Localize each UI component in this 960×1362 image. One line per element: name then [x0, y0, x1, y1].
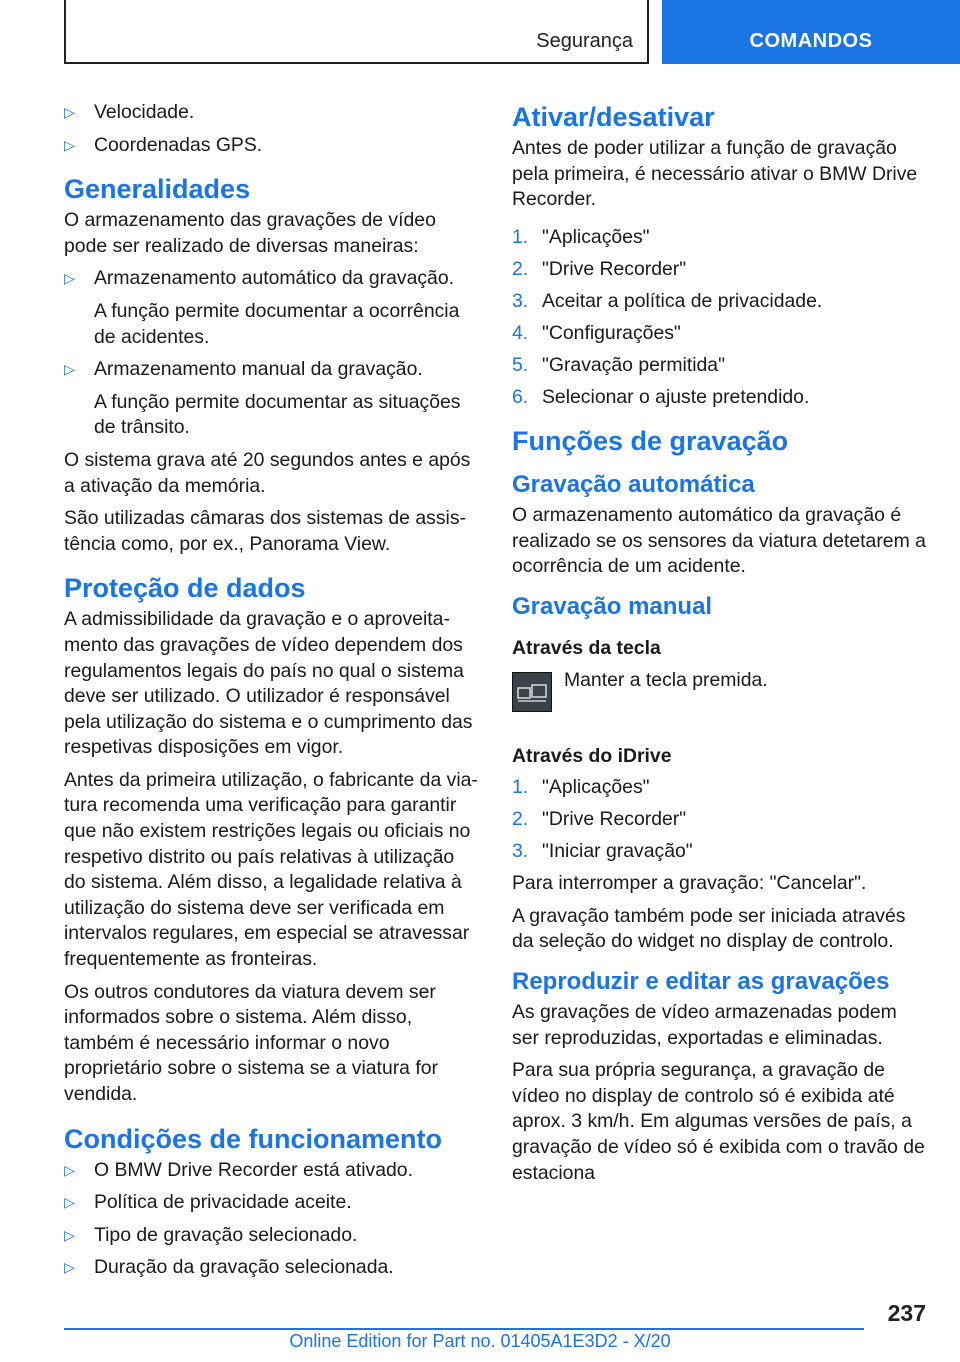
paragraph: São utilizadas câmaras dos sistemas de assistência como, por ex., Panorama View. — [64, 507, 466, 555]
activate-steps — [512, 225, 928, 411]
list-item: ▷ Política de privacidade aceite. — [64, 1190, 480, 1216]
triangle-bullet-icon: ▷ — [64, 104, 75, 120]
list-item: ▷ Duração da gravação selecionada. — [64, 1255, 480, 1281]
paragraph: Os outros condutores da viatura devem ser informados sobre o sistema. Além disso, também é necessário informar o novo proprietário sobre o sistema se a viatura for vendida. — [64, 980, 438, 1105]
heading-generalidades: Generalidades — [64, 174, 251, 205]
list-item: ▷ Velocidade. — [64, 100, 480, 126]
recorder-key-icon — [512, 672, 552, 712]
header-section-tab — [64, 0, 649, 64]
list-item: 6. Selecionar o ajuste pretendido. — [512, 385, 810, 408]
list-item: ▷ O BMW Drive Recorder está ativado. — [64, 1158, 480, 1184]
header-section-title: Segurança — [536, 30, 633, 52]
list-item: 4. "Configurações" — [512, 321, 681, 344]
heading-gravacao-automatica: Gravação automática — [512, 471, 755, 499]
heading-reproduzir-editar: Reproduzir e editar as gravações — [512, 968, 890, 995]
list-item: ▷ Armazenamento automático da gravação. A função permite documentar a ocorrência de acidentes. — [64, 267, 460, 348]
heading-ativar-desativar: Ativar/desativar — [512, 102, 715, 132]
button-instruction-text: Manter a tecla premida. — [564, 668, 768, 691]
idrive-steps — [512, 775, 928, 865]
page-number: 237 — [887, 1300, 926, 1326]
list-item: ▷ Armazenamento manual da gravação. A função permite documentar as situações de trânsito. — [64, 358, 461, 439]
header-chapter-title: COMANDOS — [749, 30, 873, 52]
list-item: 2. "Drive Recorder" — [512, 257, 687, 280]
paragraph: A gravação também pode ser iniciada através da seleção do widget no display de controlo. — [512, 904, 906, 953]
triangle-bullet-icon: ▷ — [64, 1194, 75, 1211]
conditions-list — [64, 1158, 480, 1281]
heading-condicoes: Condições de funcionamento — [64, 1123, 443, 1154]
triangle-bullet-icon: ▷ — [64, 1161, 75, 1178]
intro-list — [64, 100, 480, 158]
subheading-atraves-idrive: Através do iDrive — [512, 744, 672, 767]
paragraph: Antes de poder utilizar a função de gravação pela primeira, é necessário ativar o BMW Drive Recorder. — [512, 137, 918, 211]
list-item: 1. "Aplicações" — [512, 225, 650, 248]
paragraph: O armazenamento das gravações de vídeo pode ser realizado de diversas maneiras: — [64, 209, 436, 257]
triangle-bullet-icon: ▷ — [64, 1259, 75, 1276]
paragraph: Antes da primeira utilização, o fabricante da viatura recomenda uma verificação para garantir que não existem restrições legais ou oficiais no respetivo distrito ou país relativas à utilização do sistema. Além disso, a legalidade relativa à utilização do sistema deve ser verificada em intervalos regulares, em especial se atravessar frequentemente as fronteiras. — [64, 768, 478, 971]
header-chapter-tab — [662, 0, 960, 64]
triangle-bullet-icon: ▷ — [64, 270, 75, 287]
left-column — [64, 100, 480, 1288]
footer-divider — [64, 1328, 864, 1330]
heading-gravacao-manual: Gravação manual — [512, 593, 713, 621]
footer-edition — [0, 1331, 960, 1352]
paragraph: A admissibilidade da gravação e o aproveitamento das gravações de vídeo dependem dos regulamentos legais do país no qual o sistema deve ser utilizado. O utilizador é responsável pela utilização do sistema e o cumprimento das respetivas disposições em vigor. — [64, 608, 473, 759]
heading-protecao-dados: Proteção de dados — [64, 573, 306, 604]
right-column — [512, 100, 928, 1193]
list-item: 2. "Drive Recorder" — [512, 808, 687, 831]
list-item: 3. Aceitar a política de privacidade. — [512, 289, 823, 312]
list-item: 5. "Gravação permitida" — [512, 353, 725, 376]
heading-funcoes-gravacao: Funções de gravação — [512, 426, 789, 457]
subheading-atraves-tecla: Através da tecla — [512, 637, 661, 660]
paragraph: Para interromper a gravação: "Cancelar". — [512, 872, 867, 895]
list-item: 1. "Aplicações" — [512, 776, 650, 799]
paragraph: O sistema grava até 20 segundos antes e após a ativação da memória. — [64, 448, 471, 497]
paragraph: As gravações de vídeo armazenadas podem ser reproduzidas, exportadas e eliminadas. — [512, 1001, 897, 1049]
list-item: ▷ Tipo de gravação selecionado. — [64, 1223, 480, 1249]
footer-edition-text: Online Edition for Part no. 01405A1E3D2 - X/20 — [289, 1331, 671, 1351]
triangle-bullet-icon: ▷ — [64, 1226, 75, 1243]
paragraph: O armazenamento automático da gravação é realizado se os sensores da viatura detetarem a ocorrência de um acidente. — [512, 504, 926, 578]
triangle-bullet-icon: ▷ — [64, 136, 75, 153]
button-instruction — [512, 668, 928, 730]
list-item: 3. "Iniciar gravação" — [512, 840, 693, 863]
general-list — [64, 266, 480, 441]
list-item: ▷ Coordenadas GPS. — [64, 133, 480, 159]
paragraph: Para sua própria segurança, a gravação de vídeo no display de controlo só é exibida até aprox. 3 km/h. Em algumas versões de país, a gravação de vídeo só é exibida com o travão de estaciona — [512, 1059, 925, 1184]
triangle-bullet-icon: ▷ — [64, 361, 75, 378]
